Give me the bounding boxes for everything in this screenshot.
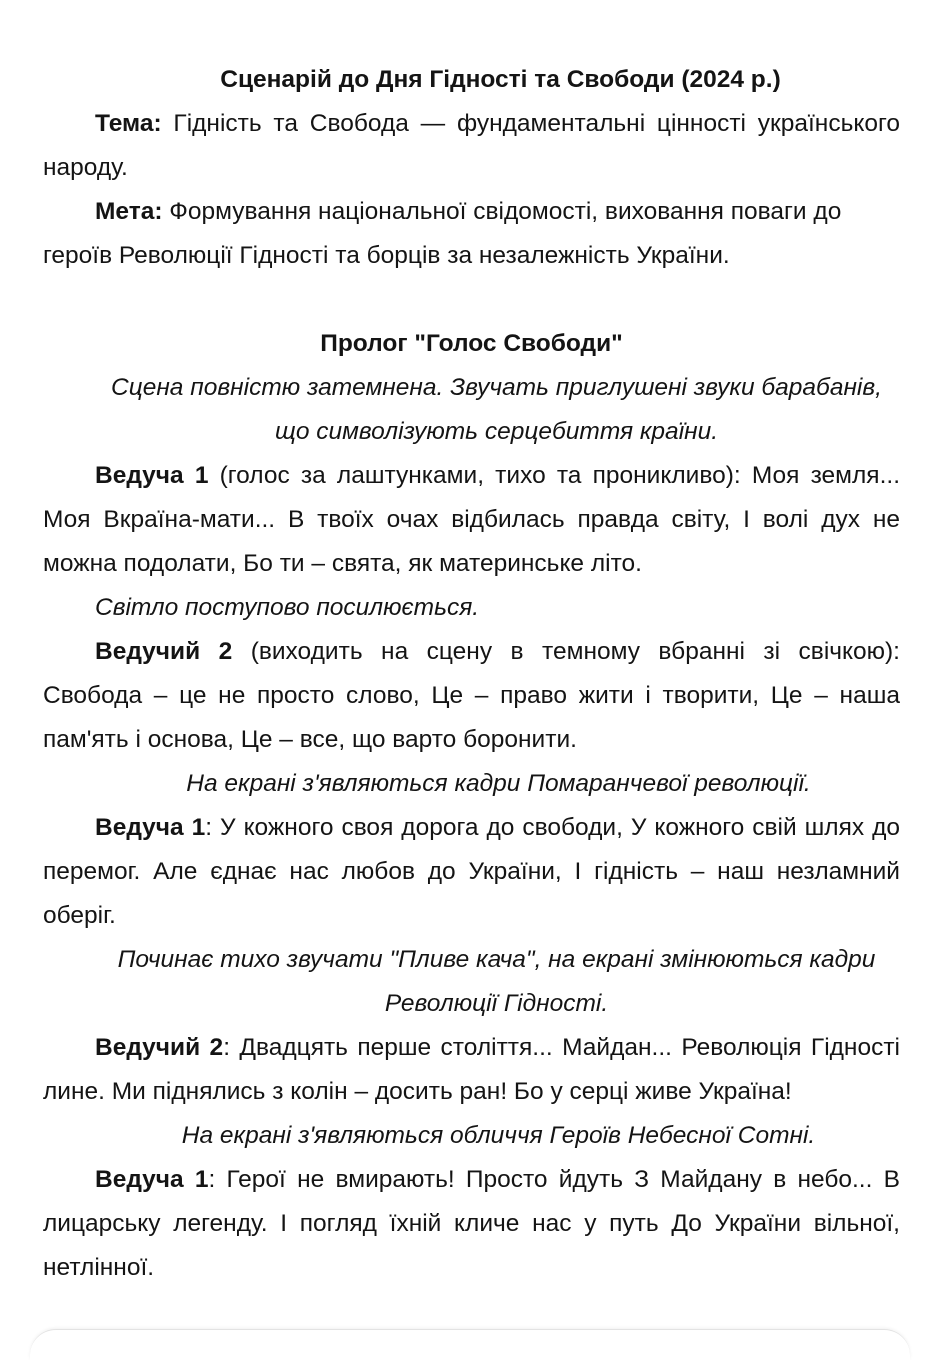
- speech-text: (виходить на сцену в темному вбранні зі свічкою): Свобода – це не просто слово, Це – право жити і творити, Це – наша пам'ять і основа, Це – все, що варто боронити.: [43, 638, 900, 753]
- speech-paragraph: [43, 1026, 900, 1114]
- speaker-name: Ведучий 2: [95, 1034, 224, 1061]
- speech-text: : Герої не вмирають! Просто йдуть З Майдану в небо... В лицарську легенду. І погляд їхній кличе нас у путь До України вільної, нетлінної.: [43, 1166, 900, 1281]
- stage-direction: На екрані з'являються обличчя Героїв Небесної Сотні.: [181, 1122, 816, 1149]
- theme-text: Гідність та Свобода — фундаментальні цінності українського народу.: [43, 110, 900, 181]
- speaker-name: Ведучий 2: [95, 638, 233, 665]
- goal-paragraph: [43, 190, 900, 278]
- section-title: Пролог "Голос Свободи": [320, 330, 623, 357]
- stage-direction: Починає тихо звучати "Пливе кача", на екрані змінюються кадри Революції Гідності.: [117, 946, 876, 1017]
- goal-label: Мета:: [95, 198, 163, 225]
- stage-direction: Сцена повністю затемнена. Звучать приглушені звуки барабанів, що символізують серцебиття країни.: [111, 374, 882, 445]
- speech-text: (голос за лаштунками, тихо та проникливо): Моя земля... Моя Вкраїна-мати... В твоїх очах відбилась правда світу, І волі дух не можна подолати, Бо ти – свята, як материнське літо.: [43, 462, 900, 577]
- speaker-name: Ведуча 1: [95, 462, 209, 489]
- stage-direction: На екрані з'являються кадри Помаранчевої революції.: [186, 770, 811, 797]
- speech-text: : Двадцять перше століття... Майдан... Революція Гідності лине. Ми піднялись з колін – досить ран! Бо у серці живе Україна!: [43, 1034, 901, 1105]
- speaker-name: Ведуча 1: [95, 814, 206, 841]
- speech-paragraph: [43, 806, 900, 938]
- document-title: Сценарій до Дня Гідності та Свободи (2024 р.): [220, 66, 781, 93]
- document-page: [43, 58, 900, 1290]
- speech-text: : У кожного своя дорога до свободи, У кожного свій шлях до перемог. Але єднає нас любов до України, І гідність – наш незламний оберіг.: [43, 814, 900, 929]
- speech-paragraph: [43, 1158, 900, 1290]
- stage-direction: Світло поступово посилюється.: [95, 594, 480, 621]
- speech-paragraph: [43, 454, 900, 586]
- theme-paragraph: [43, 102, 900, 190]
- speech-paragraph: [43, 630, 900, 762]
- bottom-sheet-curve: [30, 1329, 910, 1360]
- speaker-name: Ведуча 1: [95, 1166, 209, 1193]
- theme-label: Тема:: [95, 110, 162, 137]
- bottom-sheet-edge: [0, 1325, 940, 1339]
- goal-text: Формування національної свідомості, виховання поваги до героїв Революції Гідності та борців за незалежність України.: [43, 198, 842, 269]
